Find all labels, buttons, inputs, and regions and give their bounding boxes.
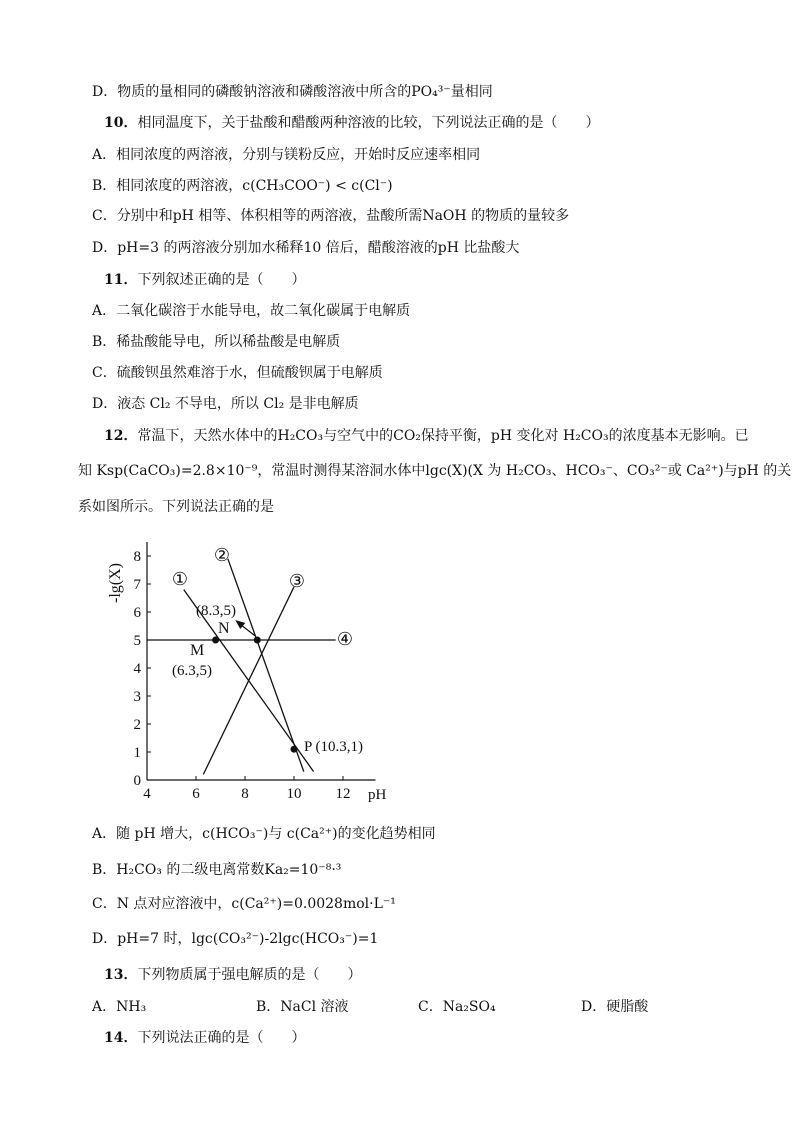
y-tick-label: 0 xyxy=(133,773,141,789)
series-label: ③ xyxy=(288,571,306,591)
y-axis-label: -lg(X) xyxy=(107,563,124,603)
chart-points xyxy=(172,603,363,755)
x-tick-label: 4 xyxy=(143,786,151,802)
q12-option-b: B．H₂CO₃ 的二级电离常数Ka₂=10⁻⁸·³ xyxy=(92,862,342,878)
q12-option-c: C．N 点对应溶液中，c(Ca²⁺)=0.0028mol·L⁻¹ xyxy=(92,896,396,912)
point-coord-p: P (10.3,1) xyxy=(304,739,364,756)
question-number: 14． xyxy=(104,1030,138,1046)
q10-option-b: B．相同浓度的两溶液，c(CH₃COO⁻) < c(Cl⁻) xyxy=(92,178,393,194)
question-13 xyxy=(104,965,361,985)
q10-option-d: D．pH=3 的两溶液分别加水稀释10 倍后，醋酸溶液的pH 比盐酸大 xyxy=(92,240,520,256)
question-stem: 下列物质属于强电解质的是（ ） xyxy=(137,967,362,983)
point-label-n: N xyxy=(218,620,230,637)
q9-option-d: D．物质的量相同的磷酸钠溶液和磷酸溶液中所含的PO₄³⁻量相同 xyxy=(92,84,493,100)
q11-option-b: B．稀盐酸能导电，所以稀盐酸是电解质 xyxy=(92,334,341,350)
question-10 xyxy=(104,113,599,133)
series-label: ① xyxy=(171,569,189,589)
q10-option-c: C．分别中和pH 相等、体积相等的两溶液，盐酸所需NaOH 的物质的量较多 xyxy=(92,208,570,224)
y-tick-label: 6 xyxy=(133,605,141,621)
q11-option-d: D．液态 Cl₂ 不导电，所以 Cl₂ 是非电解质 xyxy=(92,396,359,412)
x-tick-label: 8 xyxy=(241,786,249,802)
y-tick-label: 3 xyxy=(133,689,141,705)
question-stem-line2: 知 Ksp(CaCO₃)=2.8×10⁻⁹，常温时测得某溶洞水体中lgc(X)(X 为 H₂CO₃、HCO₃⁻、CO₃²⁻或 Ca²⁺)与pH 的关 xyxy=(78,463,792,479)
series-label: ② xyxy=(213,545,231,565)
point-coord-n: (8.3,5) xyxy=(196,603,236,619)
question-stem: 下列说法正确的是（ ） xyxy=(137,1030,306,1046)
x-tick-label: 12 xyxy=(335,786,351,802)
y-tick-label: 2 xyxy=(133,717,141,733)
question-stem: 相同温度下，关于盐酸和醋酸两种溶液的比较，下列说法正确的是（ ） xyxy=(137,115,600,131)
point-label-m: M xyxy=(190,642,205,659)
q11-option-c: C．硫酸钡虽然难溶于水，但硫酸钡属于电解质 xyxy=(92,365,383,381)
question-11 xyxy=(104,270,305,290)
q13-option-a: A．NH₃ xyxy=(92,999,147,1015)
question-number: 11． xyxy=(104,272,138,288)
y-tick-label: 4 xyxy=(133,661,141,677)
point-marker xyxy=(254,637,261,644)
point-marker xyxy=(291,746,298,753)
y-tick-label: 5 xyxy=(133,633,141,649)
q13-option-b: B．NaCl 溶液 xyxy=(256,999,349,1015)
y-tick-label: 1 xyxy=(133,745,141,761)
question-12 xyxy=(104,426,749,446)
lgx-ph-chart xyxy=(100,535,400,810)
point-marker xyxy=(212,637,219,644)
series-label: ④ xyxy=(336,629,354,649)
question-number: 12． xyxy=(104,428,138,444)
y-tick-label: 7 xyxy=(133,577,141,593)
x-tick-label: 10 xyxy=(286,786,302,802)
y-tick-label: 8 xyxy=(133,549,141,565)
x-axis-label: pH xyxy=(368,787,387,803)
q11-option-a: A．二氧化碳溶于水能导电，故二氧化碳属于电解质 xyxy=(92,303,411,319)
question-stem-line1: 常温下，天然水体中的H₂CO₃与空气中的CO₂保持平衡，pH 变化对 H₂CO₃的浓度基本无影响。已 xyxy=(137,428,749,444)
question-stem: 下列叙述正确的是（ ） xyxy=(137,272,306,288)
q12-option-a: A．随 pH 增大，c(HCO₃⁻)与 c(Ca²⁺)的变化趋势相同 xyxy=(92,826,436,842)
q13-option-d: D．硬脂酸 xyxy=(581,999,649,1015)
question-14 xyxy=(104,1028,305,1048)
q10-option-a: A．相同浓度的两溶液，分别与镁粉反应，开始时反应速率相同 xyxy=(92,147,481,163)
x-tick-label: 6 xyxy=(192,786,200,802)
question-stem-line3: 系如图所示。下列说法正确的是 xyxy=(78,499,274,515)
point-coord-m: (6.3,5) xyxy=(172,663,212,679)
y-tick-labels xyxy=(134,549,152,789)
q13-option-c: C．Na₂SO₄ xyxy=(418,999,496,1015)
q12-option-d: D．pH=7 时，lgc(CO₃²⁻)-2lgc(HCO₃⁻)=1 xyxy=(92,931,379,947)
question-number: 13． xyxy=(104,967,138,983)
question-number: 10． xyxy=(104,115,138,131)
